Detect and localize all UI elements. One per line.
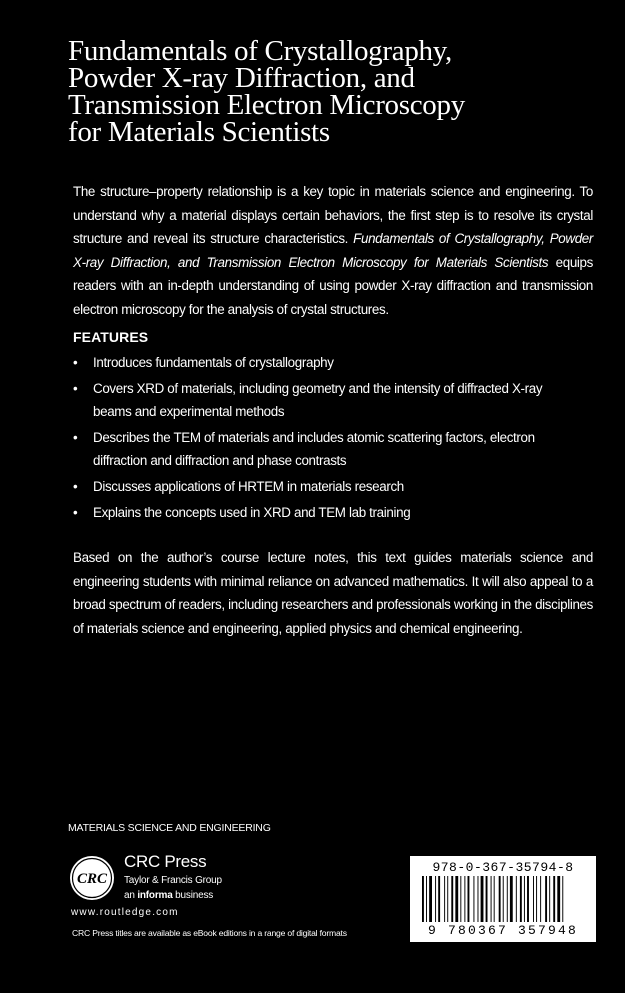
feature-item — [73, 351, 578, 374]
barcode-bar — [553, 876, 555, 922]
barcode-bar — [464, 876, 465, 922]
barcode-bar — [494, 876, 495, 922]
isbn-number: 978-0-367-35794-8 — [432, 860, 574, 875]
intro-italic-title: Fundamentals of Crystallography, Powder X-ray Diffraction, and Transmission Electron Microscopy for Materials Scientists — [73, 231, 593, 270]
barcode-bar — [429, 876, 432, 922]
feature-item — [73, 426, 578, 472]
barcode-bar — [447, 876, 448, 922]
ebook-note: CRC Press titles are available as eBook editions in a range of digital formats — [72, 928, 347, 938]
barcode-bar — [473, 876, 474, 922]
barcode-bar — [557, 876, 560, 922]
feature-text: Explains the concepts used in XRD and TEM lab training — [93, 505, 411, 520]
barcode-bars — [420, 876, 590, 926]
intro-text-before: The structure–property relationship is a key topic in materials science and engineering. To understand why a material displays certain behaviors, the first step is to resolve its crystal structure and reveal its structure characteristics. — [73, 184, 593, 246]
barcode-bar — [491, 876, 492, 922]
barcode-bar — [499, 876, 501, 922]
barcode-bar — [422, 876, 424, 922]
logo-text: CRC — [76, 871, 108, 887]
barcode-bar — [460, 876, 461, 922]
barcode-bar — [503, 876, 504, 922]
intro-paragraph — [73, 180, 593, 321]
feature-item — [73, 475, 578, 498]
barcode-bar — [481, 876, 484, 922]
features-heading: FEATURES — [73, 329, 149, 345]
bullet-icon: • — [73, 430, 78, 445]
barcode-bar — [455, 876, 458, 922]
publisher-block — [68, 852, 368, 922]
outro-paragraph: Based on the author’s course lecture notes, this text guides materials science and engineering students with minimal reliance on advanced mathematics. It will also appeal to a broad spectrum of readers, including researchers and professionals working in the disciplines of materials science and engineering, applied physics and chemical engineering. — [73, 550, 593, 636]
ean-number: 9 780367 357948 — [427, 923, 579, 938]
publisher-url[interactable]: www.routledge.com — [71, 907, 179, 918]
barcode-bar — [562, 876, 563, 922]
features-list — [73, 351, 578, 527]
bullet-icon: • — [73, 381, 78, 396]
bullet-icon: • — [73, 505, 78, 520]
feature-text: Introduces fundamentals of crystallography — [93, 355, 334, 370]
crc-logo-icon — [68, 854, 116, 902]
bullet-icon: • — [73, 479, 78, 494]
barcode-bar — [486, 876, 488, 922]
title-line-2: Powder X-ray Diffraction, and — [68, 62, 415, 94]
barcode-bar — [468, 876, 470, 922]
barcode-bar — [478, 876, 479, 922]
informa-word: informa — [137, 890, 173, 901]
intro-text-after: equips readers with an in-depth understanding of using powder X-ray diffraction and transmission electron microscopy for the analysis of crystal structures. — [73, 254, 593, 317]
barcode-bar — [545, 876, 547, 922]
informa-suffix: business — [172, 890, 214, 901]
barcode-bar — [438, 876, 440, 922]
barcode-bar — [451, 876, 453, 922]
feature-item — [73, 377, 578, 423]
feature-text: Covers XRD of materials, including geometry and the intensity of diffracted X-ray beams and experimental methods — [93, 381, 543, 419]
barcode-bar — [533, 876, 534, 922]
barcode-bar — [540, 876, 541, 922]
bullet-icon: • — [73, 355, 78, 370]
barcode-bar — [536, 876, 537, 922]
barcode-bar — [444, 876, 445, 922]
barcode-bar — [527, 876, 529, 922]
isbn-barcode — [410, 856, 596, 942]
informa-line — [124, 890, 213, 901]
barcode-bar — [510, 876, 513, 922]
publisher-group: Taylor & Francis Group — [124, 875, 222, 886]
subject-category: MATERIALS SCIENCE AND ENGINEERING — [68, 822, 271, 834]
title-line-3: Transmission Electron Microscopy — [68, 89, 465, 121]
barcode-bar — [516, 876, 517, 922]
barcode-bar — [435, 876, 436, 922]
barcode-bar — [549, 876, 550, 922]
barcode-bar — [507, 876, 508, 922]
feature-text: Describes the TEM of materials and includes atomic scattering factors, electron diffraction and diffraction and phase contrasts — [93, 430, 535, 468]
barcode-bar — [520, 876, 522, 922]
title-line-4: for Materials Scientists — [68, 116, 330, 148]
publisher-name: CRC Press — [124, 852, 207, 871]
informa-prefix: an — [124, 890, 138, 901]
feature-text: Discusses applications of HRTEM in materials research — [93, 479, 404, 494]
barcode-bar — [524, 876, 525, 922]
title-line-1: Fundamentals of Crystallography, — [68, 35, 452, 67]
barcode-bar — [426, 876, 427, 922]
book-title — [68, 35, 588, 148]
feature-item — [73, 501, 578, 524]
